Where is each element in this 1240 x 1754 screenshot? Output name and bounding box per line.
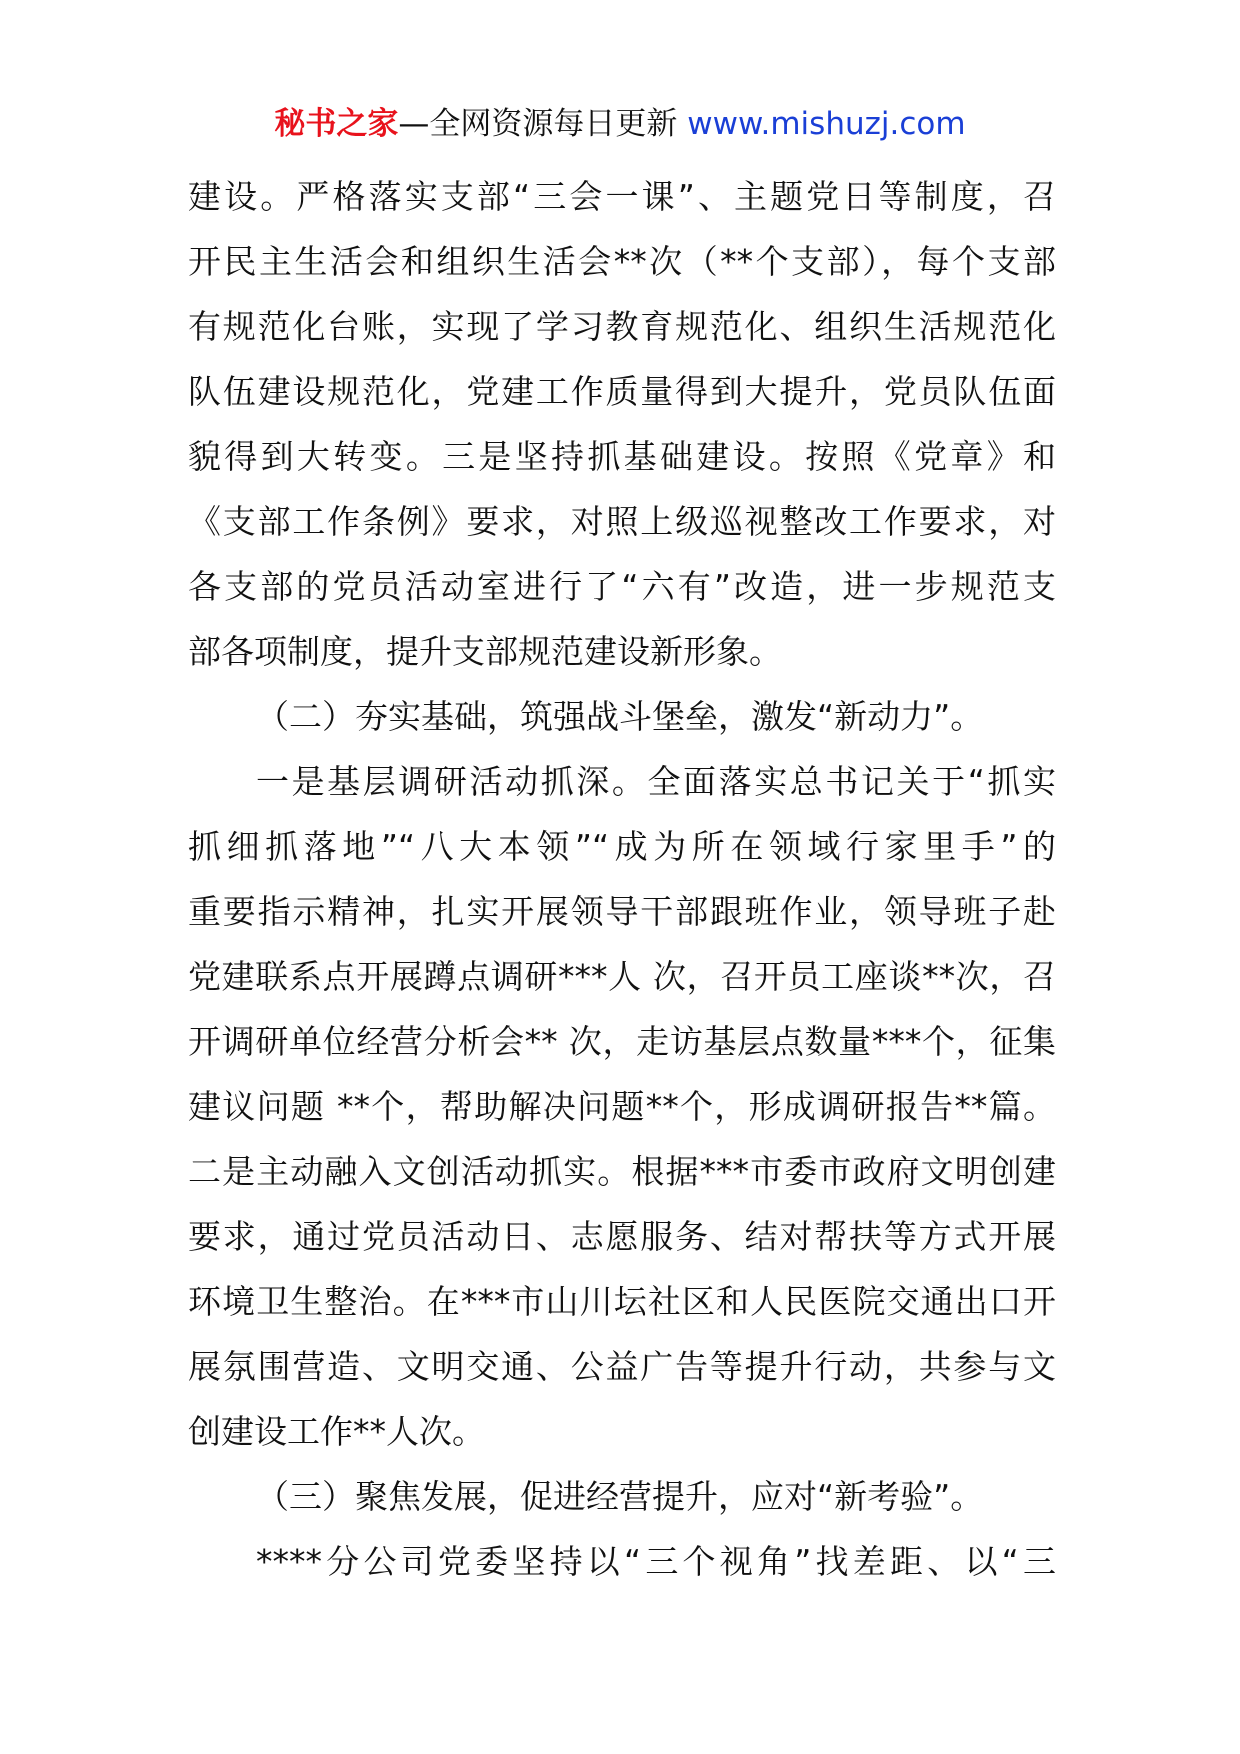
text-line: 二是主动融入文创活动抓实。根据***市委市政府文明创建	[188, 1152, 1056, 1191]
document-body	[188, 164, 1056, 1594]
text-line: 有规范化台账，实现了学习教育规范化、组织生活规范化	[188, 307, 1056, 346]
text-line: 展氛围营造、文明交通、公益广告等提升行动，共参与文	[188, 1347, 1056, 1386]
site-watermark-header	[0, 102, 1240, 146]
text-line: 建设。严格落实支部“三会一课”、主题党日等制度，召	[188, 177, 1056, 216]
text-line: 建议问题 **个，帮助解决问题**个，形成调研报告**篇。	[188, 1087, 1056, 1126]
text-line: 开民主生活会和组织生活会**次（**个支部），每个支部	[188, 242, 1056, 281]
text-line: 抓细抓落地”“八大本领”“成为所在领域行家里手”的	[188, 827, 1056, 866]
section-heading: （三）聚焦发展，促进经营提升，应对“新考验”。	[256, 1477, 984, 1516]
text-line: 貌得到大转变。三是坚持抓基础建设。按照《党章》和	[188, 437, 1056, 476]
site-url: www.mishuzj.com	[687, 106, 966, 142]
text-line: 《支部工作条例》要求，对照上级巡视整改工作要求，对	[188, 502, 1056, 541]
text-line: 部各项制度，提升支部规范建设新形象。	[188, 632, 782, 671]
text-line: 要求，通过党员活动日、志愿服务、结对帮扶等方式开展	[188, 1217, 1056, 1256]
site-brand: 秘书之家	[274, 106, 399, 142]
site-tagline: —全网资源每日更新	[398, 106, 688, 142]
text-line: 一是基层调研活动抓深。全面落实总书记关于“抓实	[256, 762, 1056, 801]
text-line: 开调研单位经营分析会** 次，走访基层点数量***个，征集	[188, 1022, 1056, 1061]
text-line: ****分公司党委坚持以“三个视角”找差距、以“三	[256, 1542, 1056, 1581]
text-line: 环境卫生整治。在***市山川坛社区和人民医院交通出口开	[188, 1282, 1056, 1321]
text-line: 创建设工作**人次。	[188, 1412, 485, 1451]
text-line: 队伍建设规范化，党建工作质量得到大提升，党员队伍面	[188, 372, 1056, 411]
section-heading: （二）夯实基础，筑强战斗堡垒，激发“新动力”。	[256, 697, 984, 736]
text-line: 各支部的党员活动室进行了“六有”改造，进一步规范支	[188, 567, 1056, 606]
text-line: 党建联系点开展蹲点调研***人 次，召开员工座谈**次，召	[188, 957, 1056, 996]
text-line: 重要指示精神，扎实开展领导干部跟班作业，领导班子赴	[188, 892, 1056, 931]
